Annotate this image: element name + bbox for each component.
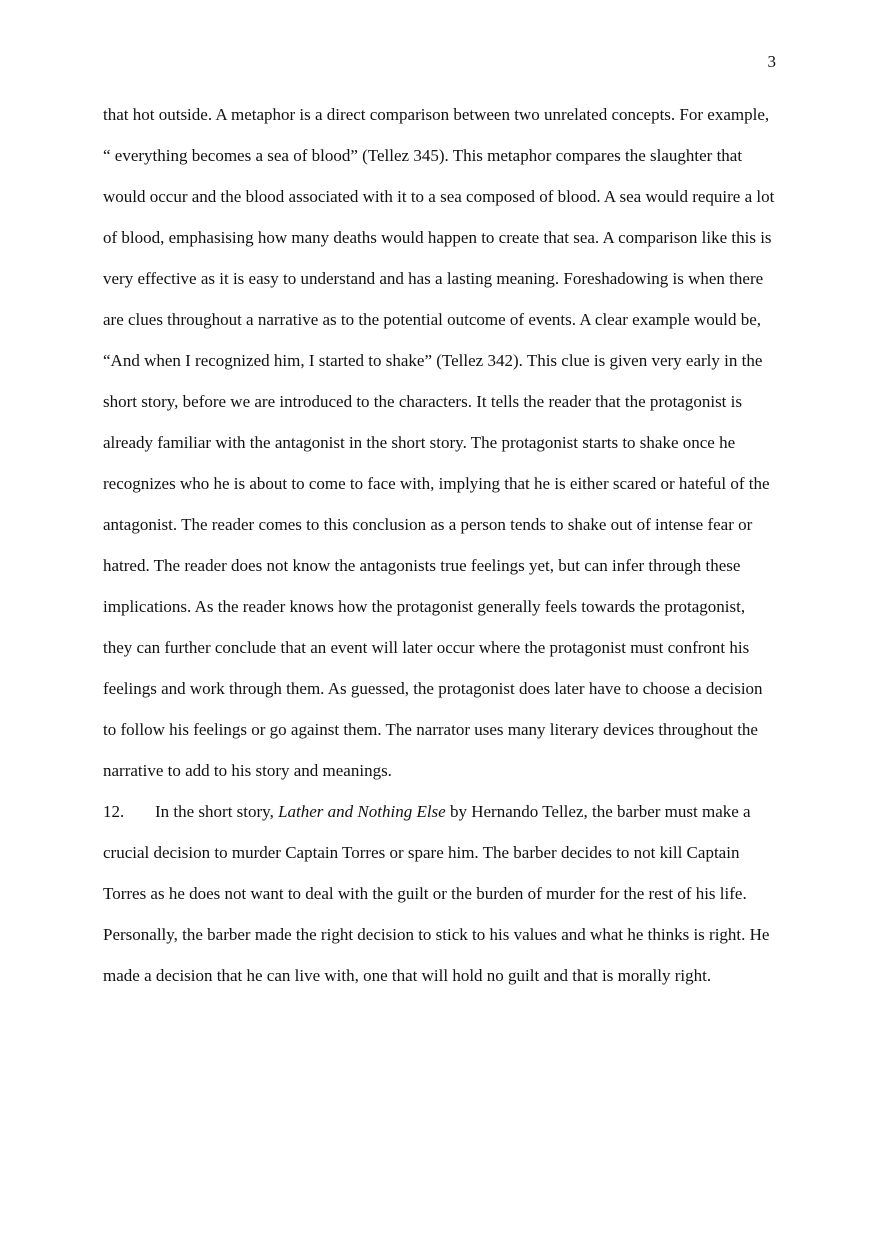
essay-body bbox=[103, 94, 777, 996]
page-number: 3 bbox=[767, 52, 776, 71]
paragraph-literary-devices: that hot outside. A metaphor is a direct comparison between two unrelated concepts. For example, “ everything becomes a sea of blood” (Tellez 345). This metaphor compares the slaughter that would occur and the blood associated with it to a sea composed of blood. A sea would require a lot of blood, emphasising how many deaths would happen to create that sea. A comparison like this is very effective as it is easy to understand and has a lasting meaning. Foreshadowing is when there are clues throughout a narrative as to the potential outcome of events. A clear example would be, “And when I recognized him, I started to shake” (Tellez 342). This clue is given very early in the short story, before we are introduced to the characters. It tells the reader that the protagonist is already familiar with the antagonist in the short story. The protagonist starts to shake once he recognizes who he is about to come to face with, implying that he is either scared or hateful of the antagonist. The reader comes to this conclusion as a person tends to shake out of intense fear or hatred. The reader does not know the antagonists true feelings yet, but can infer through these implications. As the reader knows how the protagonist generally feels towards the protagonist, they can further conclude that an event will later occur where the protagonist must confront his feelings and work through them. As guessed, the protagonist does later have to choose a decision to follow his feelings or go against them. The narrator uses many literary devices throughout the narrative to add to his story and meanings. bbox=[103, 105, 775, 780]
paragraph-question-12 bbox=[103, 791, 777, 996]
paragraph-2-text-before: In the short story, bbox=[155, 802, 279, 821]
list-number: 12. bbox=[103, 802, 125, 821]
story-title-italic: Lather and Nothing Else bbox=[278, 802, 446, 821]
paragraph-2-text-after: by Hernando Tellez, the barber must make a crucial decision to murder Captain Torres or spare him. The barber decides to not kill Captain Torres as he does not want to deal with the guilt or the burden of murder for the rest of his life. Personally, the barber made the right decision to stick to his values and what he thinks is right. He made a decision that he can live with, one that will hold no guilt and that is morally right. bbox=[103, 802, 770, 985]
